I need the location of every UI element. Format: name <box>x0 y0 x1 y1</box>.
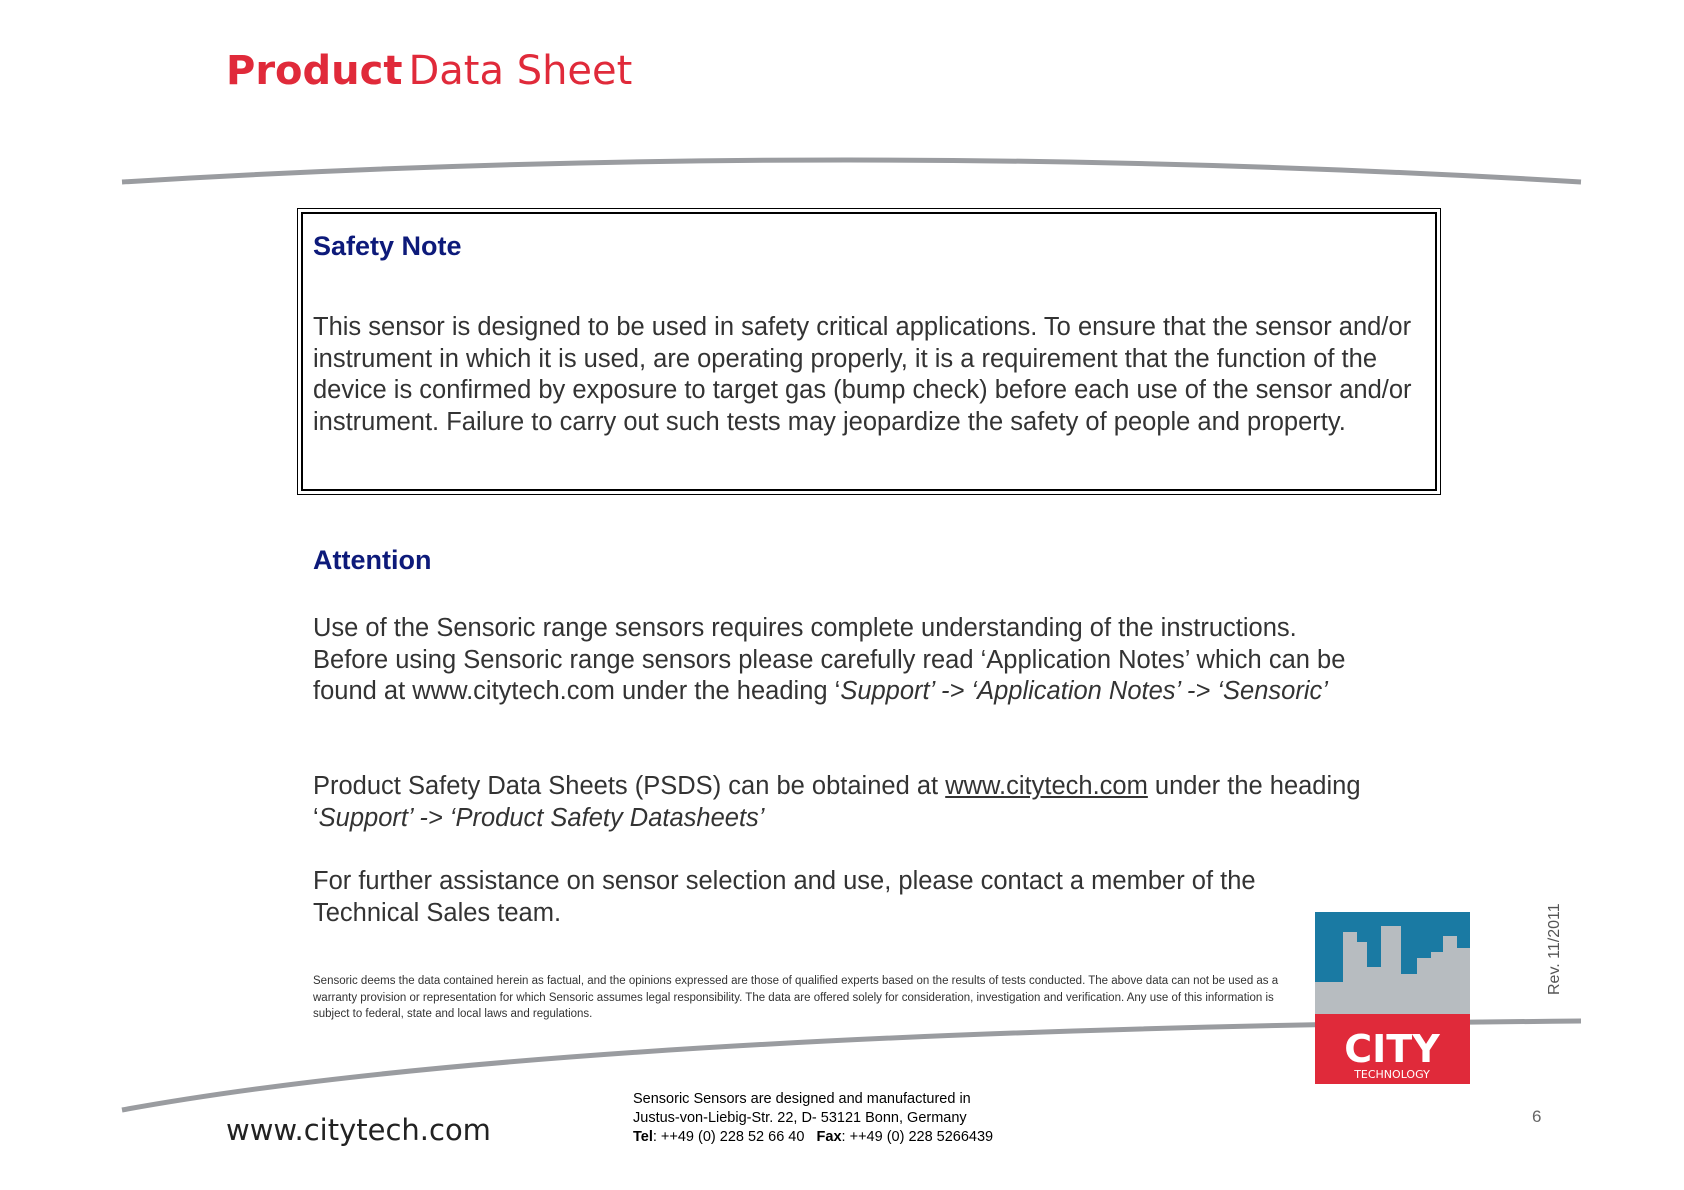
attention-paragraph-3: For further assistance on sensor selection and use, please contact a member of the Technical Sales team. <box>313 867 1256 927</box>
citytech-link[interactable]: www.citytech.com <box>945 772 1148 800</box>
title-light: Data Sheet <box>408 48 633 94</box>
attention-p1-text: Use of the Sensoric range sensors requires complete understanding of the instructions. Before using Sensoric range sensors please carefully read ‘Application Notes’ which can be found at www.citytech.com under the heading ‘ <box>313 614 1346 705</box>
footer-line-1: Sensoric Sensors are designed and manufactured in <box>633 1091 971 1107</box>
footer-line-3 <box>633 1128 993 1147</box>
top-curve <box>122 160 1581 182</box>
attention-paragraph-2 <box>313 771 1363 834</box>
fax-label: Fax <box>816 1129 842 1145</box>
safety-note-body: This sensor is designed to be used in safety critical applications. To ensure that the sensor and/or instrument in which it is used, are operating properly, it is a requirement that the function of the device is confirmed by exposure to target gas (bump check) before each use of the sensor and/or instrument. Failure to carry out such tests may jeopardize the safety of people and property. <box>313 313 1412 436</box>
attention-heading: Attention <box>313 545 432 575</box>
page-number: 6 <box>1532 1107 1542 1126</box>
title-bold: Product <box>226 48 403 94</box>
safety-note-heading: Safety Note <box>313 231 462 261</box>
footer-address <box>633 1090 993 1147</box>
revision-label: Rev. 11/2011 <box>1546 903 1563 995</box>
attention-p1-italic: Support’ -> ‘Application Notes’ -> ‘Sensoric’ <box>840 677 1328 705</box>
attention-p2-text: Product Safety Data Sheets (PSDS) can be obtained at <box>313 772 946 800</box>
attention-p2-italic: Support’ -> ‘Product Safety Datasheets’ <box>318 803 765 832</box>
tel-label: Tel <box>633 1129 653 1145</box>
attention-p2-text2: under the heading ‘ <box>313 772 1361 832</box>
disclaimer-text: Sensoric deems the data contained herein as factual, and the opinions expressed are those of qualified experts based on the results of tests conducted. The above data can not be used as a warranty provision or representation for which Sensoric assumes legal responsibility. The data are offered solely for consideration, investigation and verification. Any use of this information is subject to federal, state and local laws and regulations. <box>313 975 1279 1020</box>
tel-value: : ++49 (0) 228 52 66 40 <box>652 1129 805 1145</box>
fax-value: : ++49 (0) 228 5266439 <box>841 1129 994 1145</box>
footer-line-2: Justus-von-Liebig-Str. 22, D- 53121 Bonn, Germany <box>633 1110 967 1126</box>
footer-website[interactable]: www.citytech.com <box>226 1113 491 1147</box>
city-technology-logo <box>1315 912 1470 1084</box>
logo-sub: TECHNOLOGY <box>1354 1068 1430 1081</box>
logo-name: CITY <box>1344 1027 1440 1071</box>
attention-paragraph-1 <box>313 613 1363 708</box>
